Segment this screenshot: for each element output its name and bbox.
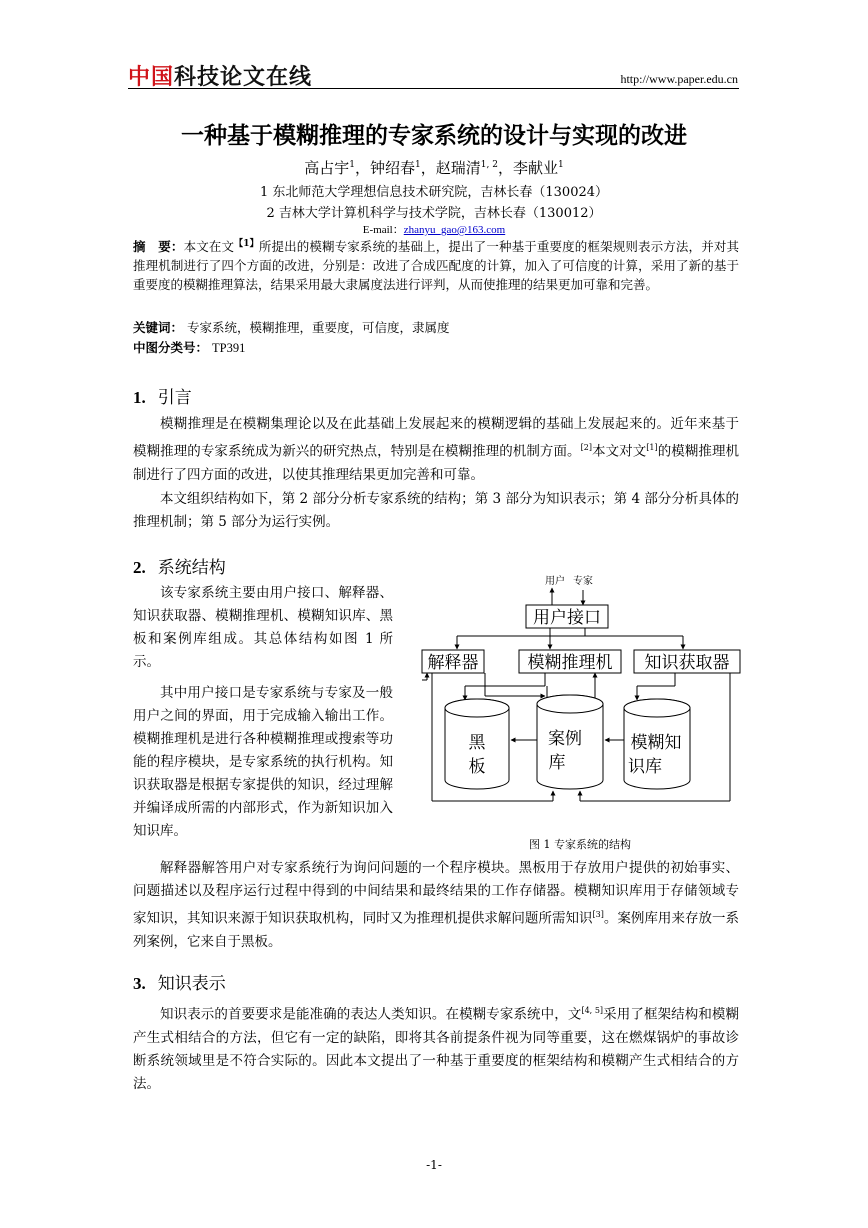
abstract-label: 摘 要： bbox=[133, 239, 184, 255]
paragraph: 知识表示的首要要求是能准确的表达人类知识。在模糊专家系统中，文[4, 5]采用了框架结构和模糊产生式相结合的方法，但它有一定的缺陷，即将其各前提条件视为同等重要，这在燃煤锅炉的事故诊断系统领域里是不符合实际的。因此本文提出了一种基于重要度的框架结构和模糊产生式相结合的方法。 bbox=[133, 1006, 740, 1092]
paragraph: 该专家系统主要由用户接口、解释器、知识获取器、模糊推理机、模糊知识库、黑板和案例库组成。其总体结构如图 1 所示。 bbox=[133, 585, 393, 670]
label-inference-engine: 模糊推理机 bbox=[527, 653, 613, 673]
label-case-base-2: 库 bbox=[548, 753, 566, 773]
citation-ref[interactable]: [4, 5] bbox=[581, 1006, 604, 1015]
paragraph: 其中用户接口是专家系统与专家及一般用户之间的界面，用于完成输入输出工作。模糊推理机是进行各种模糊推理或搜索等功能的程序模块，是专家系统的执行机构。知识获取器是根据专家提供的知识，经过理解并编译成所需的内部形式，作为新知识加入知识库。 bbox=[133, 685, 393, 839]
citation-ref[interactable]: [1] bbox=[646, 443, 658, 452]
label-fuzzy-kb-2: 识库 bbox=[628, 757, 662, 777]
label-blackboard-2: 板 bbox=[468, 757, 486, 777]
paragraph: 解释器解答用户对专家系统行为询问问题的一个程序模块。黑板用于存放用户提供的初始事实、问题描述以及程序运行过程中得到的中间结果和最终结果的工作存储器。模糊知识库用于存储领域专家知识，其知识来源于知识获取机构，同时又为推理机提供求解问题所需知识[3]。案例库用来存放一系列案例，它来自于黑板。 bbox=[133, 860, 740, 950]
author-name: 赵瑞清 bbox=[435, 159, 481, 177]
author-email: E-mail：zhanyu_gao@163.com bbox=[362, 224, 506, 236]
label-blackboard-1: 黑 bbox=[468, 733, 486, 753]
author-name: 高占宇 bbox=[304, 159, 350, 177]
label-knowledge-acquirer: 知识获取器 bbox=[644, 653, 730, 673]
label-user: 用户 bbox=[545, 576, 565, 587]
paragraph: 本文组织结构如下，第 2 部分分析专家系统的结构；第 3 部分为知识表示；第 4 部分分析具体的推理机制；第 5 部分为运行实例。 bbox=[133, 491, 739, 530]
author-name: 李献业 bbox=[513, 159, 559, 177]
classification-code: 中图分类号： TP391 bbox=[133, 340, 246, 355]
paper-title: 一种基于模糊推理的专家系统的设计与实现的改进 bbox=[181, 123, 687, 149]
section-heading-2: 2. 系统结构 bbox=[133, 558, 226, 578]
site-logo: 中国科技论文在线 bbox=[128, 65, 313, 90]
page-number: -1- bbox=[426, 1158, 442, 1172]
section-heading-3: 3. 知识表示 bbox=[133, 974, 226, 994]
affiliation-2: 2 吉林大学计算机科学与技术学院，吉林长春（130012） bbox=[266, 206, 602, 221]
citation-ref[interactable]: [3] bbox=[592, 910, 604, 919]
label-fuzzy-kb-1: 模糊知 bbox=[630, 733, 682, 753]
label-expert: 专家 bbox=[573, 576, 593, 587]
affiliation-1: 1 东北师范大学理想信息技术研究院，吉林长春（130024） bbox=[259, 185, 609, 200]
author-name: 钟绍春 bbox=[370, 159, 416, 177]
keywords: 关键词： 专家系统，模糊推理，重要度，可信度，隶属度 bbox=[133, 320, 450, 335]
section-heading-1: 1. 引言 bbox=[133, 388, 192, 408]
citation-ref[interactable]: 【1】 bbox=[234, 239, 259, 249]
site-url[interactable]: http://www.paper.edu.cn bbox=[620, 72, 738, 86]
author-list: 高占宇$^1$，钟绍春$^1$，赵瑞清$^{1, 2}$，李献业$^1$ bbox=[304, 159, 564, 177]
figure-1-system-structure bbox=[415, 568, 745, 837]
label-case-base-1: 案例 bbox=[548, 729, 582, 749]
label-interpreter: 解释器 bbox=[427, 653, 479, 673]
system-structure-diagram bbox=[415, 568, 745, 833]
abstract: 摘 要：本文在文$^{【1】}$所提出的模糊专家系统的基础上，提出了一种基于重要度的框架规则表示方法，并对其推理机制进行了四个方面的改进，分别是：改进了合成匹配度的计算，加入了可信度的计算，采用了新的基于重要度的模糊推理算法，结果采用最大隶属度法进行评判，从而使推理的结果更加可靠和完善。 bbox=[133, 239, 739, 293]
paragraph: 模糊推理是在模糊集理论以及在此基础上发展起来的模糊逻辑的基础上发展起来的。近年来基于模糊推理的专家系统成为新兴的研究热点，特别是在模糊推理的机制方面。[2]本文对文[1]的模糊推理机制进行了四方面的改进，以使其推理结果更加完善和可靠。 bbox=[133, 416, 740, 483]
citation-ref[interactable]: [2] bbox=[580, 443, 592, 452]
header-divider bbox=[128, 88, 739, 89]
email-link[interactable]: zhanyu_gao@163.com bbox=[403, 224, 506, 236]
figure-caption: 图 1 专家系统的结构 bbox=[529, 838, 631, 851]
label-user-interface: 用户接口 bbox=[533, 608, 601, 628]
